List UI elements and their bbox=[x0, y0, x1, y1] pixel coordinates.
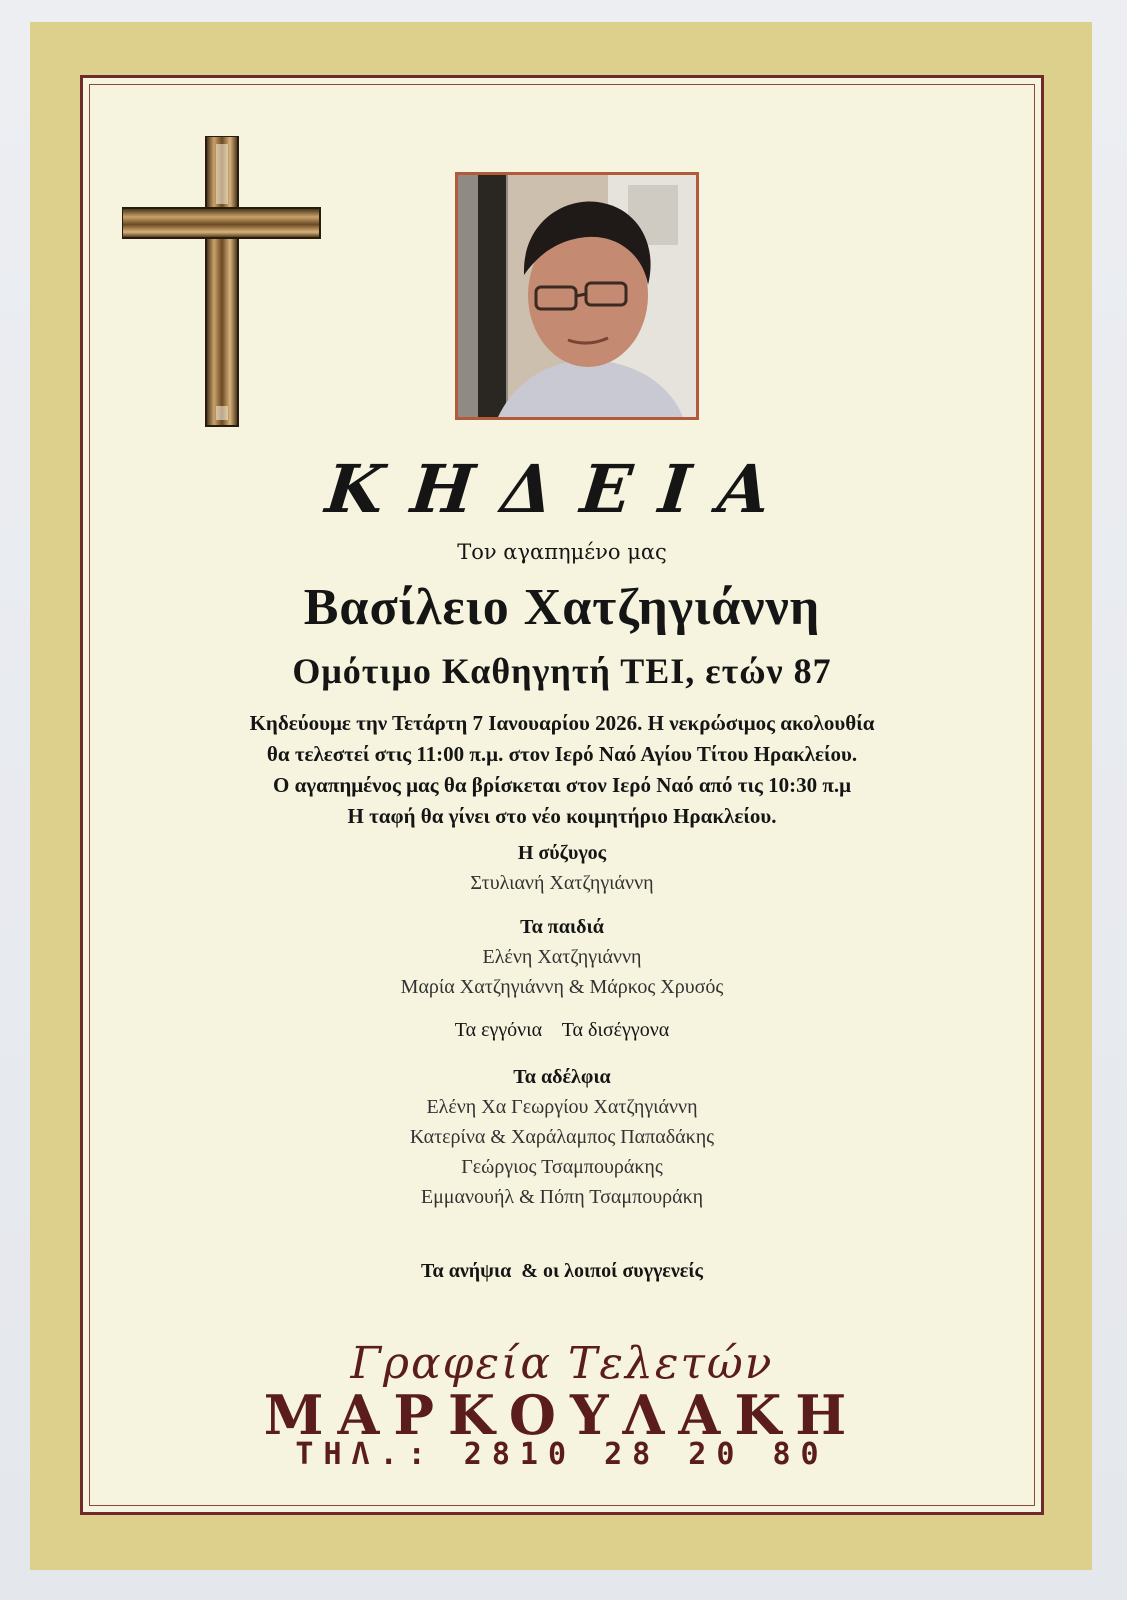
funeral-home-phone: ΤΗΛ.: 2810 28 20 80 bbox=[295, 1437, 829, 1472]
announcement bbox=[80, 708, 1044, 832]
sibling-name: Κατερίνα & Χαράλαμπος Παπαδάκης bbox=[409, 1126, 715, 1148]
deceased-role: Ομότιμο Καθηγητή ΤΕΙ, ετών 87 bbox=[292, 651, 832, 691]
grandchildren-heading: Τα εγγόνια Τα δισέγγονα bbox=[454, 1019, 670, 1041]
siblings-section bbox=[80, 1062, 1044, 1212]
spouse-section bbox=[80, 838, 1044, 898]
child-name: Μαρία Χατζηγιάννη & Μάρκος Χρυσός bbox=[400, 976, 724, 998]
sibling-name: Ελένη Χα Γεωργίου Χατζηγιάννη bbox=[426, 1096, 698, 1118]
portrait-photo bbox=[455, 172, 699, 420]
announcement-line: Κηδεύουμε την Τετάρτη 7 Ιανουαρίου 2026. Η νεκρώσιμος ακολουθία bbox=[249, 711, 875, 735]
spouse-name: Στυλιανή Χατζηγιάννη bbox=[470, 872, 654, 894]
relatives-heading: Τα ανήψια & οι λοιποί συγγενείς bbox=[421, 1260, 703, 1282]
cross-icon bbox=[122, 136, 322, 436]
funeral-home-script: Γραφεία Τελετών bbox=[350, 1338, 774, 1389]
sibling-name: Εμμανουήλ & Πόπη Τσαμπουράκη bbox=[420, 1186, 704, 1208]
announcement-line: Η ταφή θα γίνει στο νέο κοιμητήριο Ηρακλείου. bbox=[347, 804, 777, 828]
intro-text: Τον αγαπημένο μας bbox=[457, 540, 667, 564]
child-name: Ελένη Χατζηγιάννη bbox=[482, 946, 642, 968]
spouse-heading: Η σύζυγος bbox=[517, 842, 607, 864]
deceased-name: Βασίλειο Χατζηγιάννη bbox=[303, 579, 821, 636]
announcement-line: θα τελεστεί στις 11:00 π.μ. στον Ιερό Ναό Αγίου Τίτου Ηρακλείου. bbox=[266, 742, 858, 766]
sibling-name: Γεώργιος Τσαμπουράκης bbox=[461, 1156, 663, 1178]
siblings-heading: Τα αδέλφια bbox=[513, 1066, 611, 1088]
announcement-line: Ο αγαπημένος μας θα βρίσκεται στον Ιερό Ναό από τις 10:30 π.μ bbox=[272, 773, 852, 797]
funeral-home-name: ΜΑΡΚΟΥΛΑΚΗ bbox=[263, 1383, 861, 1447]
children-heading: Τα παιδιά bbox=[520, 916, 604, 938]
children-section bbox=[80, 912, 1044, 1002]
notice-title: ΚΗΔΕΙΑ bbox=[322, 450, 802, 528]
